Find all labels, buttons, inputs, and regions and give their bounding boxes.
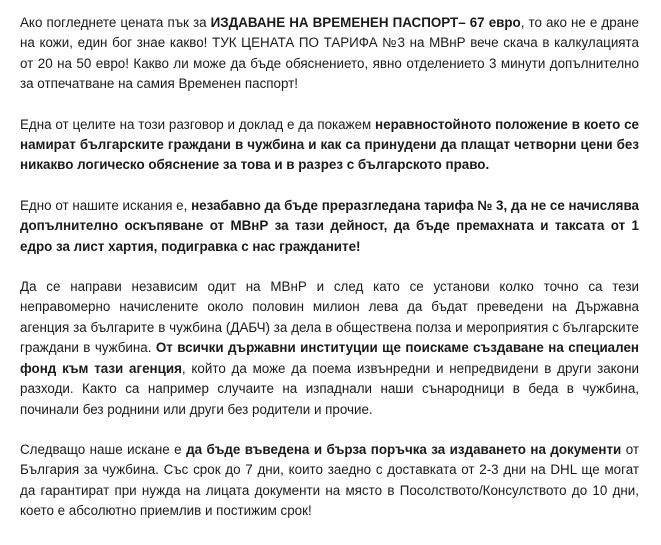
text-segment: Едно от нашите искания е, <box>20 197 192 213</box>
text-segment: Да се направи независим одит на МВнР и след като се установи колко точно са тези неправомерно начислените около половин милион лева да бъдат преведени на Държавна агенция за българите в чужбина (ДАБЧ) за дела в обществена полза и мероприятия с българските граждани в чужбина. <box>20 279 639 356</box>
emphasis-unequal-position: неравностойното положение в което се намират българските граждани в чужбина и как са принудени да плащат четворни цени без никакво логическо обяснение за това и в разрез с българското право. <box>20 116 639 173</box>
text-segment: Ако погледнете цената пък за <box>20 15 211 30</box>
emphasis-temporary-passport: ИЗДАВАНЕ НА ВРЕМЕНЕН ПАСПОРТ– 67 евро <box>210 15 521 30</box>
paragraph-temporary-passport-price <box>20 13 639 95</box>
emphasis-express-order: да бъде въведена и бърза поръчка за издаването на документи <box>186 441 622 457</box>
text-segment: Следващо наше искане е <box>20 441 187 457</box>
paragraph-independent-audit <box>20 277 639 420</box>
paragraph-express-documents <box>20 440 639 522</box>
emphasis-special-fund: От всички държавни институции ще поискаме създаване на специален фонд към тази агенция <box>20 340 639 376</box>
paragraph-tariff-revision-demand <box>20 196 639 257</box>
text-segment: от България за чужбина. Със срок до 7 дни, които заедно с доставката от 2-3 дни на DHL ще могат да гарантират при нужда на лицата документи на място в Посолството/Консулството до 10 дни, което е абсолютно приемлив и постижим срок! <box>20 441 639 519</box>
text-segment: Една от целите на този разговор и доклад е да покажем <box>20 116 376 132</box>
document-body <box>20 13 639 522</box>
paragraph-unequal-position <box>20 115 639 176</box>
emphasis-tariff-revision: незабавно да бъде преразгледана тарифа № 3, да не се начислява допълнително оскъпяване от МВнР за тази дейност, да бъде премахната и таксата от 1 едро за лист хартия, подигравка с нас гражданите! <box>20 197 639 254</box>
text-segment: , който да може да поема извънредни и непредвидени в други закони разходи. Както са например случаите на изпаднали наши сънародници в беда в чужбина, починали без роднини или други без родители и прочие. <box>20 360 640 417</box>
text-segment: , то ако не е дране на кожи, един бог знае какво! ТУК ЦЕНАТА ПО ТАРИФА №3 на МВнР вече скача в калкулацията от 20 на 50 евро! Какво ли може да бъде обяснението, явно отделението 3 минути допълнително за отпечатване на самия Временен паспорт! <box>20 15 639 92</box>
